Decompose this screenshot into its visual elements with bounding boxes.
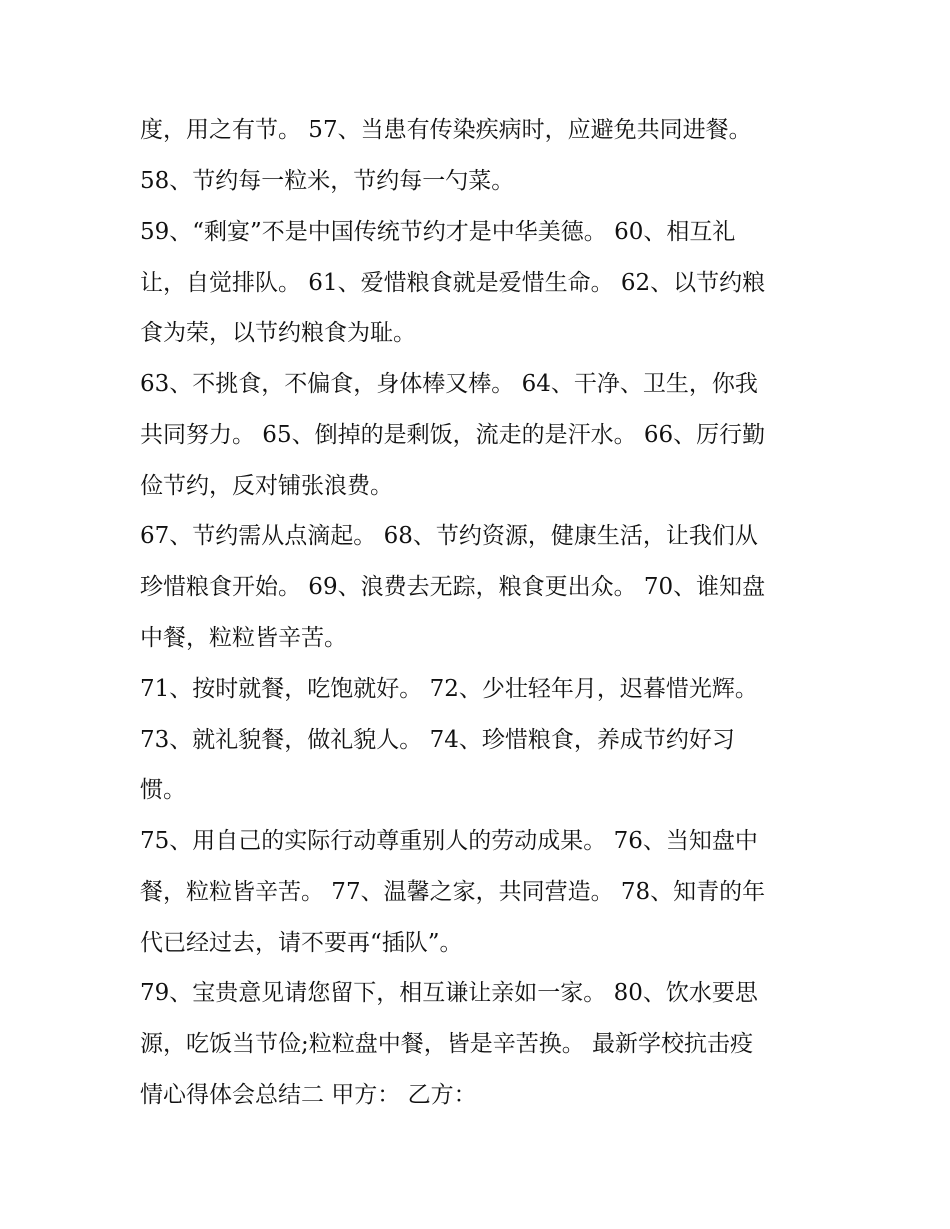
text-line: 珍惜粮食开始。 69、浪费去无踪，粮食更出众。 70、谁知盘: [140, 574, 766, 600]
text-line: 惯。: [140, 777, 186, 803]
text-line: 让，自觉排队。 61、爱惜粮食就是爱惜生命。 62、以节约粮: [140, 270, 766, 296]
text-line: 代已经过去，请不要再“插队”。: [140, 930, 463, 956]
text-line: 58、节约每一粒米，节约每一勺菜。: [140, 168, 515, 194]
text-line: 63、不挑食，不偏食，身体棒又棒。 64、干净、卫生，你我: [140, 371, 758, 397]
text-line: 73、就礼貌餐，做礼貌人。 74、珍惜粮食，养成节约好习: [140, 727, 735, 753]
text-line: 食为荣，以节约粮食为耻。: [140, 320, 416, 346]
text-line: 67、节约需从点滴起。 68、节约资源，健康生活，让我们从: [140, 523, 758, 549]
text-line: 源，吃饭当节俭;粒粒盘中餐，皆是辛苦换。 最新学校抗击疫: [140, 1031, 754, 1057]
text-line: 共同努力。 65、倒掉的是剩饭，流走的是汗水。 66、厉行勤: [140, 422, 766, 448]
text-line: 餐，粒粒皆辛苦。 77、温馨之家，共同营造。 78、知青的年: [140, 879, 766, 905]
text-line: 59、“剩宴”不是中国传统节约才是中华美德。 60、相互礼: [140, 219, 736, 245]
text-line: 情心得体会总结二 甲方： 乙方：: [140, 1082, 477, 1108]
text-line: 度，用之有节。 57、当患有传染疾病时，应避免共同进餐。: [140, 117, 752, 143]
text-line: 75、用自己的实际行动尊重别人的劳动成果。 76、当知盘中: [140, 828, 758, 854]
text-line: 中餐，粒粒皆辛苦。: [140, 625, 347, 651]
text-line: 俭节约，反对铺张浪费。: [140, 473, 393, 499]
text-line: 79、宝贵意见请您留下，相互谦让亲如一家。 80、饮水要思: [140, 980, 758, 1006]
text-line: 71、按时就餐，吃饱就好。 72、少壮轻年月，迟暮惜光辉。: [140, 676, 758, 702]
